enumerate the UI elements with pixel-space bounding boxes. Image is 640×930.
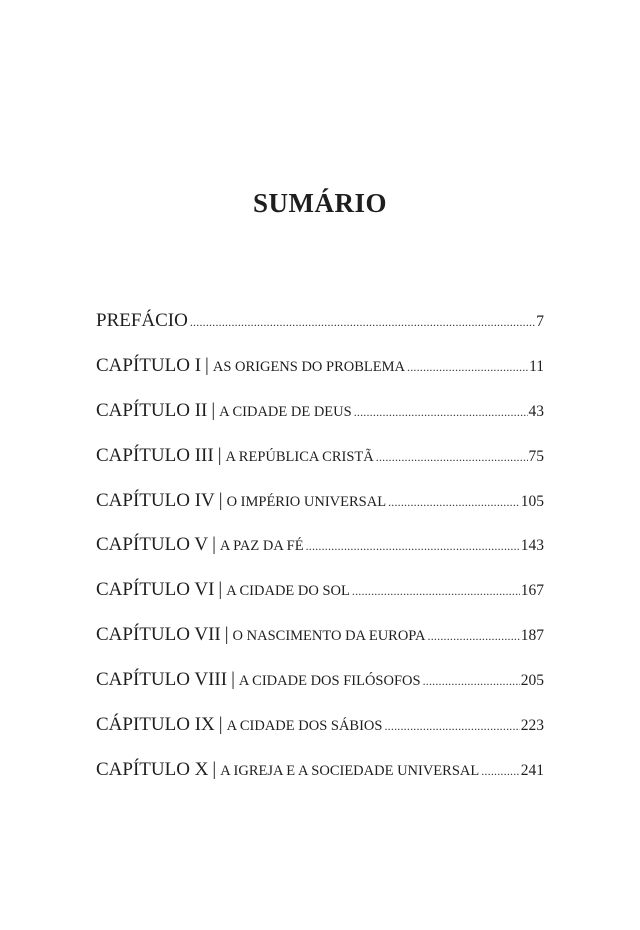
toc-entry-page: 187 <box>520 627 544 645</box>
toc-entry-label: CÁPITULO IX <box>96 714 215 736</box>
toc-entry-page: 7 <box>536 313 544 330</box>
toc-entry-label: CAPÍTULO VIII <box>96 669 228 691</box>
toc-entry-label: CAPÍTULO V <box>96 534 209 556</box>
toc-entry-page: 11 <box>529 357 544 375</box>
toc-entry-page: 241 <box>520 761 544 779</box>
toc-entry-page: 143 <box>520 537 544 555</box>
toc-entry-label: PREFÁCIO <box>96 310 188 331</box>
toc-entry-page: 105 <box>520 492 544 510</box>
toc-entry-capitulo-5 <box>96 530 544 575</box>
toc-entry-leader <box>190 307 535 337</box>
toc-entry-subtitle: O IMPÉRIO UNIVERSAL <box>226 493 387 510</box>
toc-entry-capitulo-1 <box>96 351 544 396</box>
toc-entry-label: CAPÍTULO VI <box>96 579 215 601</box>
toc-entry-separator: | <box>212 534 216 556</box>
toc-entry-leader <box>306 531 520 561</box>
toc-entry-leader <box>407 352 528 382</box>
toc-entry-page: 167 <box>520 582 544 600</box>
toc-entry-subtitle: AS ORIGENS DO PROBLEMA <box>212 358 405 375</box>
toc-entry-capitulo-3 <box>96 441 544 486</box>
toc-entry-label: CAPÍTULO II <box>96 399 208 421</box>
toc-entry-label: CAPÍTULO I <box>96 354 202 376</box>
toc-entry-leader <box>376 442 528 472</box>
toc-entry-subtitle: A CIDADE DE DEUS <box>219 403 352 420</box>
toc-entry-leader <box>388 487 520 517</box>
toc-entry-subtitle: A REPÚBLICA CRISTÃ <box>225 448 374 465</box>
toc-entry-subtitle: O NASCIMENTO DA EUROPA <box>232 628 426 645</box>
page-title: SUMÁRIO <box>252 188 387 218</box>
toc-entry-subtitle: A CIDADE DO SOL <box>226 583 350 600</box>
toc-entry-page: 75 <box>528 447 544 465</box>
toc-entry-label: CAPÍTULO X <box>96 758 209 780</box>
toc-entry-capitulo-7 <box>96 620 544 665</box>
toc-entry-capitulo-4 <box>96 486 544 531</box>
toc-entry-page: 223 <box>520 717 544 735</box>
toc-entry-leader <box>384 711 519 741</box>
toc-entry-label: CAPÍTULO III <box>96 444 214 466</box>
toc-entry-capitulo-9 <box>96 710 544 755</box>
toc-entry-capitulo-2 <box>96 396 544 441</box>
toc-entry-capitulo-10 <box>96 755 544 800</box>
toc-entry-subtitle: A CIDADE DOS SÁBIOS <box>226 718 383 735</box>
toc-entry-leader <box>423 666 520 696</box>
toc-entry-label: CAPÍTULO IV <box>96 489 215 511</box>
toc-entry-separator: | <box>211 399 216 421</box>
toc-entry-leader <box>352 576 520 606</box>
toc-entry-separator: | <box>218 714 223 736</box>
toc-entry-subtitle: A IGREJA E A SOCIEDADE UNIVERSAL <box>220 762 480 779</box>
toc-entry-leader <box>354 397 528 427</box>
toc-entry-separator: | <box>212 758 217 780</box>
toc-entry-capitulo-8 <box>96 665 544 710</box>
toc-entry-subtitle: A CIDADE DOS FILÓSOFOS <box>238 673 421 690</box>
toc-entry-page: 43 <box>528 402 544 420</box>
table-of-contents <box>96 306 544 800</box>
toc-entry-label: CAPÍTULO VII <box>96 624 221 646</box>
toc-entry-separator: | <box>217 444 222 466</box>
toc-entry-page: 205 <box>520 672 544 690</box>
toc-entry-separator: | <box>218 579 223 601</box>
toc-entry-separator: | <box>231 669 235 691</box>
toc-entry-separator: | <box>205 354 209 376</box>
toc-entry-separator: | <box>218 489 223 511</box>
toc-entry-subtitle: A PAZ DA FÉ <box>219 538 304 555</box>
toc-entry-prefacio <box>96 306 544 351</box>
toc-entry-separator: | <box>224 624 229 646</box>
toc-entry-leader <box>481 756 520 786</box>
toc-entry-leader <box>428 621 520 651</box>
toc-entry-capitulo-6 <box>96 575 544 620</box>
